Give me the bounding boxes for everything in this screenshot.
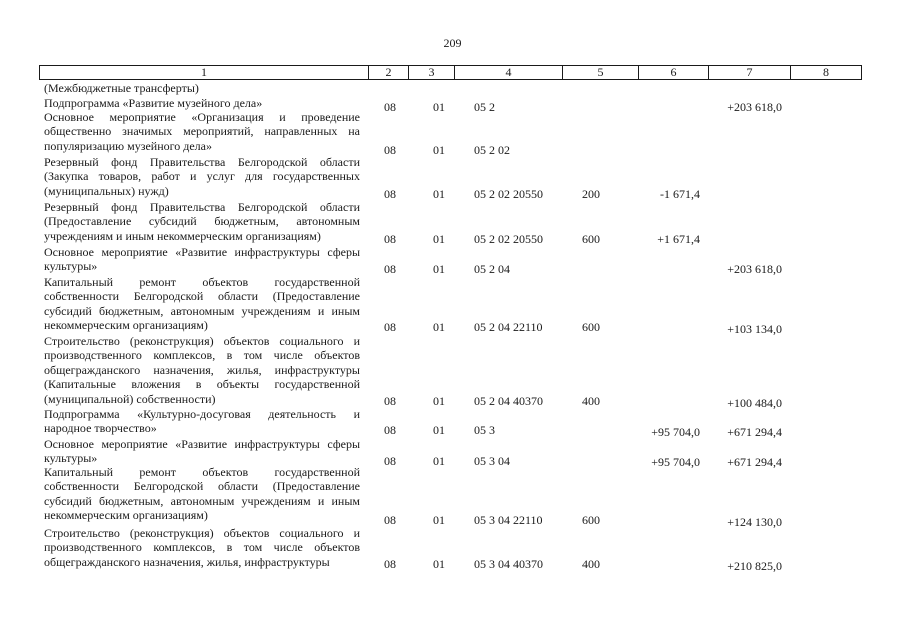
- cell-amount-col6: [640, 557, 700, 572]
- row-description: Основное мероприятие «Развитие инфраструктуры сферы культуры»: [44, 245, 360, 274]
- cell-expense-type: 600: [582, 513, 600, 527]
- cell-subsection: 01: [433, 320, 445, 334]
- page-number: 209: [443, 36, 462, 50]
- header-col-6: 6: [638, 66, 708, 79]
- cell-amount-col6: +95 704,0: [651, 425, 700, 439]
- cell-subsection: 01: [433, 394, 445, 408]
- cell-section: 08: [384, 454, 396, 468]
- cell-subsection: 01: [433, 262, 445, 276]
- header-col-2: 2: [368, 66, 408, 79]
- cell-target-article: 05 2 02: [474, 143, 510, 157]
- row-description: Подпрограмма «Развитие музейного дела»: [44, 96, 263, 110]
- header-col-7: 7: [708, 66, 790, 79]
- cell-subsection: 01: [433, 100, 445, 114]
- row-description: Резервный фонд Правительства Белгородской области (Предоставление субсидий бюджетным, автономным учреждениям и иным некоммерческим организациям): [44, 200, 360, 243]
- header-col-5: 5: [562, 66, 638, 79]
- cell-target-article: 05 2 02 20550: [474, 232, 543, 246]
- cell-section: 08: [384, 262, 396, 276]
- row-description: (Межбюджетные трансферты): [44, 81, 199, 95]
- cell-amount-col7: +210 825,0: [727, 559, 782, 573]
- cell-amount-col6: [640, 262, 700, 277]
- cell-subsection: 01: [433, 557, 445, 571]
- row-description: Строительство (реконструкция) объектов социального и производственного комплексов, в том числе объектов общегражданского назначения, жилья, инфраструктуры: [44, 526, 360, 569]
- header-col-8: 8: [790, 66, 861, 79]
- cell-subsection: 01: [433, 454, 445, 468]
- cell-expense-type: 200: [582, 187, 600, 201]
- row-description: Капитальный ремонт объектов государственной собственности Белгородской области (Предоставление субсидий бюджетным, автономным учреждениям и иным некоммерческим организациям): [44, 465, 360, 523]
- header-col-3: 3: [408, 66, 454, 79]
- cell-section: 08: [384, 143, 396, 157]
- cell-amount-col7: [718, 187, 782, 202]
- cell-amount-col7: [718, 143, 782, 158]
- cell-section: 08: [384, 187, 396, 201]
- cell-amount-col7: +203 618,0: [727, 262, 782, 276]
- cell-amount-col7: +124 130,0: [727, 515, 782, 529]
- cell-expense-type: [582, 100, 612, 115]
- row-description: Капитальный ремонт объектов государственной собственности Белгородской области (Предоставление субсидий бюджетным, автономным учреждениям и иным некоммерческим организациям): [44, 275, 360, 333]
- cell-target-article: 05 3 04 22110: [474, 513, 543, 527]
- cell-section: 08: [384, 320, 396, 334]
- cell-amount-col6: -1 671,4: [660, 187, 700, 201]
- header-col-4: 4: [454, 66, 562, 79]
- cell-amount-col6: [640, 100, 700, 115]
- cell-expense-type: [582, 454, 612, 469]
- cell-amount-col7: +103 134,0: [727, 322, 782, 336]
- cell-expense-type: 600: [582, 320, 600, 334]
- cell-expense-type: [582, 143, 612, 158]
- cell-amount-col6: [640, 143, 700, 158]
- cell-target-article: 05 3 04 40370: [474, 557, 543, 571]
- cell-expense-type: [582, 262, 612, 277]
- cell-subsection: 01: [433, 232, 445, 246]
- cell-target-article: 05 2 04 40370: [474, 394, 543, 408]
- cell-amount-col6: [640, 320, 700, 335]
- row-description: Подпрограмма «Культурно-досуговая деятельность и народное творчество»: [44, 407, 360, 436]
- cell-amount-col6: +1 671,4: [657, 232, 700, 246]
- cell-amount-col7: +671 294,4: [727, 455, 782, 469]
- cell-target-article: 05 2: [474, 100, 495, 114]
- cell-target-article: 05 3: [474, 423, 495, 437]
- cell-target-article: 05 2 04: [474, 262, 510, 276]
- cell-expense-type: [582, 423, 612, 438]
- cell-amount-col7: [718, 232, 782, 247]
- cell-section: 08: [384, 513, 396, 527]
- header-col-1: 1: [201, 65, 207, 79]
- cell-subsection: 01: [433, 423, 445, 437]
- cell-amount-col6: [640, 394, 700, 409]
- cell-amount-col6: [640, 513, 700, 528]
- cell-target-article: 05 2 04 22110: [474, 320, 543, 334]
- cell-section: 08: [384, 232, 396, 246]
- cell-section: 08: [384, 423, 396, 437]
- table-header: [39, 65, 862, 80]
- cell-section: 08: [384, 100, 396, 114]
- row-description: Основное мероприятие «Организация и проведение общественно значимых мероприятий, направленных на популяризацию музейного дела»: [44, 110, 360, 153]
- cell-expense-type: 400: [582, 557, 600, 571]
- cell-expense-type: 600: [582, 232, 600, 246]
- row-description: Резервный фонд Правительства Белгородской области (Закупка товаров, работ и услуг для государственных (муниципальных) нужд): [44, 155, 360, 198]
- cell-section: 08: [384, 557, 396, 571]
- cell-amount-col6: +95 704,0: [651, 455, 700, 469]
- cell-section: 08: [384, 394, 396, 408]
- row-description: Основное мероприятие «Развитие инфраструктуры сферы культуры»: [44, 437, 360, 466]
- cell-subsection: 01: [433, 143, 445, 157]
- cell-expense-type: 400: [582, 394, 600, 408]
- cell-target-article: 05 3 04: [474, 454, 510, 468]
- row-description: Строительство (реконструкция) объектов социального и производственного комплексов, в том числе объектов общегражданского назначения, жилья, инфраструктуры (Капитальные вложения в объекты государственной (муниципальной) собственности): [44, 334, 360, 406]
- cell-subsection: 01: [433, 513, 445, 527]
- cell-subsection: 01: [433, 187, 445, 201]
- cell-amount-col7: +100 484,0: [727, 396, 782, 410]
- cell-amount-col7: +203 618,0: [727, 100, 782, 114]
- cell-amount-col7: +671 294,4: [727, 425, 782, 439]
- cell-target-article: 05 2 02 20550: [474, 187, 543, 201]
